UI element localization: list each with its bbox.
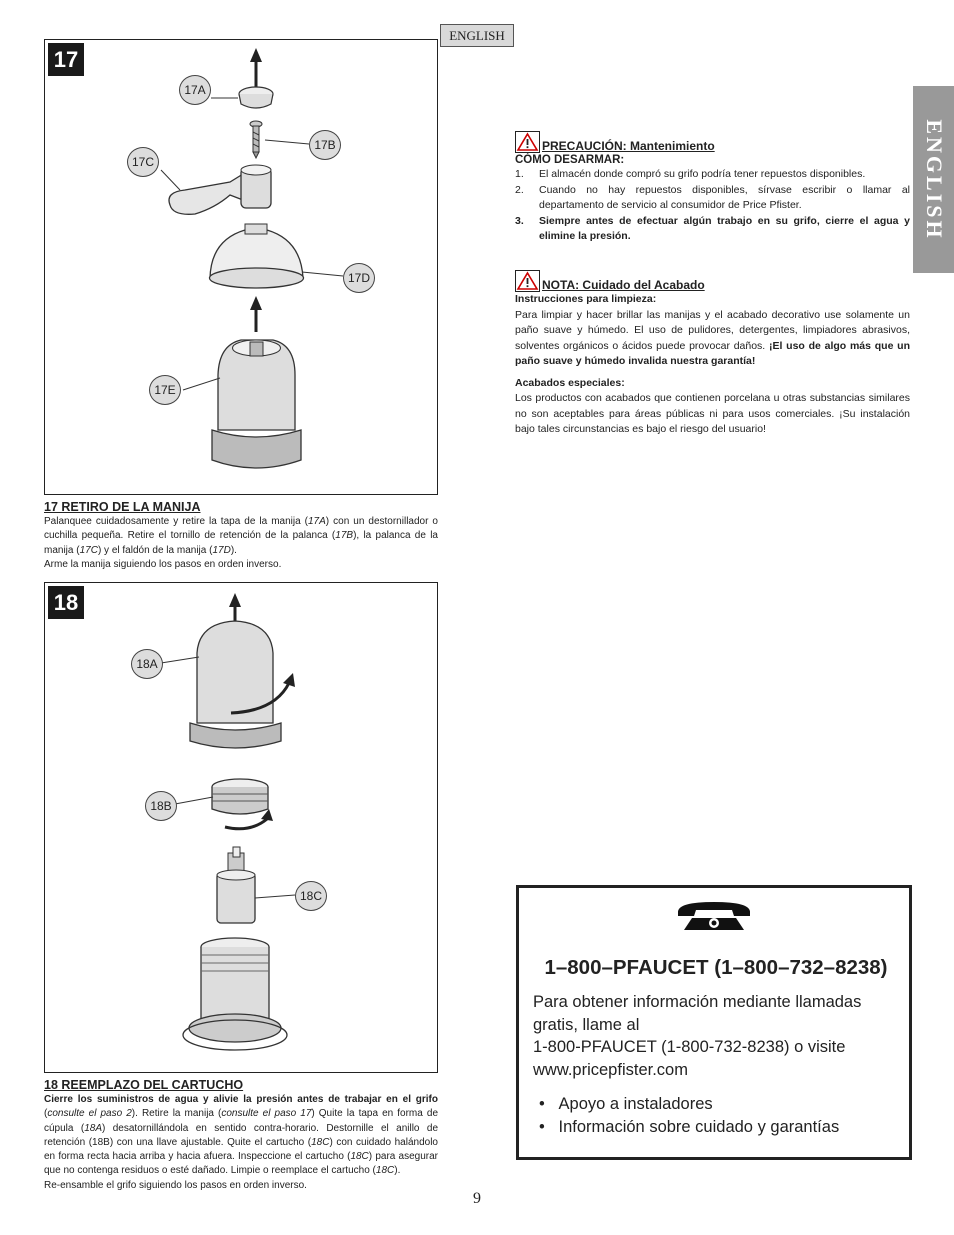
precaution-subheading: CÓMO DESARMAR: bbox=[515, 154, 625, 166]
callout-18b: 18B bbox=[145, 791, 177, 821]
callout-18a: 18A bbox=[131, 649, 163, 679]
page-number: 9 bbox=[473, 1190, 481, 1207]
callout-18c: 18C bbox=[295, 881, 327, 911]
step-17-figure bbox=[44, 39, 438, 495]
precaution-heading: PRECAUCIÓN: Mantenimiento bbox=[542, 139, 715, 153]
step-18-caption bbox=[44, 1078, 438, 1193]
precaution-item: 3. Siempre antes de efectuar algún trabajo en su grifo, cierre el agua y elimine la presión. bbox=[515, 214, 910, 242]
side-language-tab bbox=[913, 86, 954, 273]
note-heading: NOTA: Cuidado del Acabado bbox=[542, 278, 705, 292]
step-17-text: Palanquee cuidadosamente y retire la tapa de la manija (17A) con un destornillador o cuchilla pequeña. Retire el tornillo de retención de la palanca (17B), la palanca de la manija (17C) y el faldón de la manija (17D). bbox=[44, 516, 438, 556]
cartridge-exploded-illustration bbox=[45, 583, 437, 1072]
precaution-block bbox=[515, 131, 910, 245]
side-tab-label: ENGLISH bbox=[921, 118, 947, 241]
step-17-reassemble: Arme la manija siguiendo los pasos en orden inverso. bbox=[44, 558, 282, 570]
step-18-title: 18 REEMPLAZO DEL CARTUCHO bbox=[44, 1078, 244, 1092]
contact-bullets bbox=[539, 1093, 899, 1138]
bullet-item: • Información sobre cuidado y garantías bbox=[539, 1117, 840, 1136]
step-18-text: Cierre los suministros de agua y alivie la presión antes de trabajar en el grifo (consulte el paso 2). Retire la manija (consulte el paso 17) Quite la tapa en forma de cúpula (18A) desatornillándola en sentido contra-horario. Destornille el anillo de retención (18B) con una llave ajustable. Quite el cartucho (18C) con cuidado halándolo en forma recta hacia arriba y hacia afuera. Inspeccione el cartucho (18C) para asegurar que no contenga residuos o esté dañado. Limpie o reemplace el cartucho (18C). bbox=[44, 1094, 439, 1177]
bullet-item: • Apoyo a instaladores bbox=[539, 1095, 713, 1113]
language-tag: ENGLISH bbox=[440, 24, 514, 47]
special-text: Los productos con acabados que contienen porcelana u otras substancias similares no son aceptables para áreas públicas ni para usos comerciales. ¡Su instalación bajo tales circunstancias es bajo el riesgo del usuario! bbox=[515, 392, 910, 435]
handle-exploded-illustration bbox=[45, 40, 437, 494]
telephone-icon bbox=[674, 898, 754, 932]
warning-icon bbox=[515, 270, 540, 292]
precaution-list bbox=[515, 167, 910, 245]
callout-17c: 17C bbox=[127, 147, 159, 177]
step-17-title: 17 RETIRO DE LA MANIJA bbox=[44, 500, 201, 514]
callout-17e: 17E bbox=[149, 375, 181, 405]
step-18-reassemble: Re-ensamble el grifo siguiendo los pasos en orden inverso. bbox=[44, 1179, 307, 1191]
contact-body: Para obtener información mediante llamadas gratis, llame al 1-800-PFAUCET (1-800-732-8238) o visite www.pricepfister.com bbox=[533, 993, 862, 1079]
callout-17a: 17A bbox=[179, 75, 211, 105]
note-block bbox=[515, 270, 910, 438]
contact-box bbox=[516, 885, 912, 1160]
clean-heading: Instrucciones para limpieza: bbox=[515, 293, 657, 305]
step-17-number: 17 bbox=[48, 43, 84, 76]
warning-icon bbox=[515, 131, 540, 153]
callout-17b: 17B bbox=[309, 130, 341, 160]
step-18-figure bbox=[44, 582, 438, 1073]
special-heading: Acabados especiales: bbox=[515, 376, 625, 389]
clean-text: Para limpiar y hacer brillar las manijas y el acabado decorativo use solamente un paño suave y húmedo. El uso de pulidores, detergentes, limpiadores abrasivos, solventes orgánicos o ácidos puede provocar daños. ¡El uso de algo más que un paño suave y húmedo invalida nuestra garantía! bbox=[515, 308, 911, 367]
precaution-item: 1. El almacén donde compró su grifo podría tener repuestos disponibles. bbox=[515, 168, 866, 180]
precaution-item: 2. Cuando no hay repuestos disponibles, sírvase escribir o llamar al departamento de servicio al consumidor de Price Pfister. bbox=[515, 183, 910, 211]
step-18-number: 18 bbox=[48, 586, 84, 619]
phone-heading: 1–800–PFAUCET (1–800–732–8238) bbox=[544, 956, 888, 979]
callout-17d: 17D bbox=[343, 263, 375, 293]
step-17-caption bbox=[44, 500, 438, 572]
